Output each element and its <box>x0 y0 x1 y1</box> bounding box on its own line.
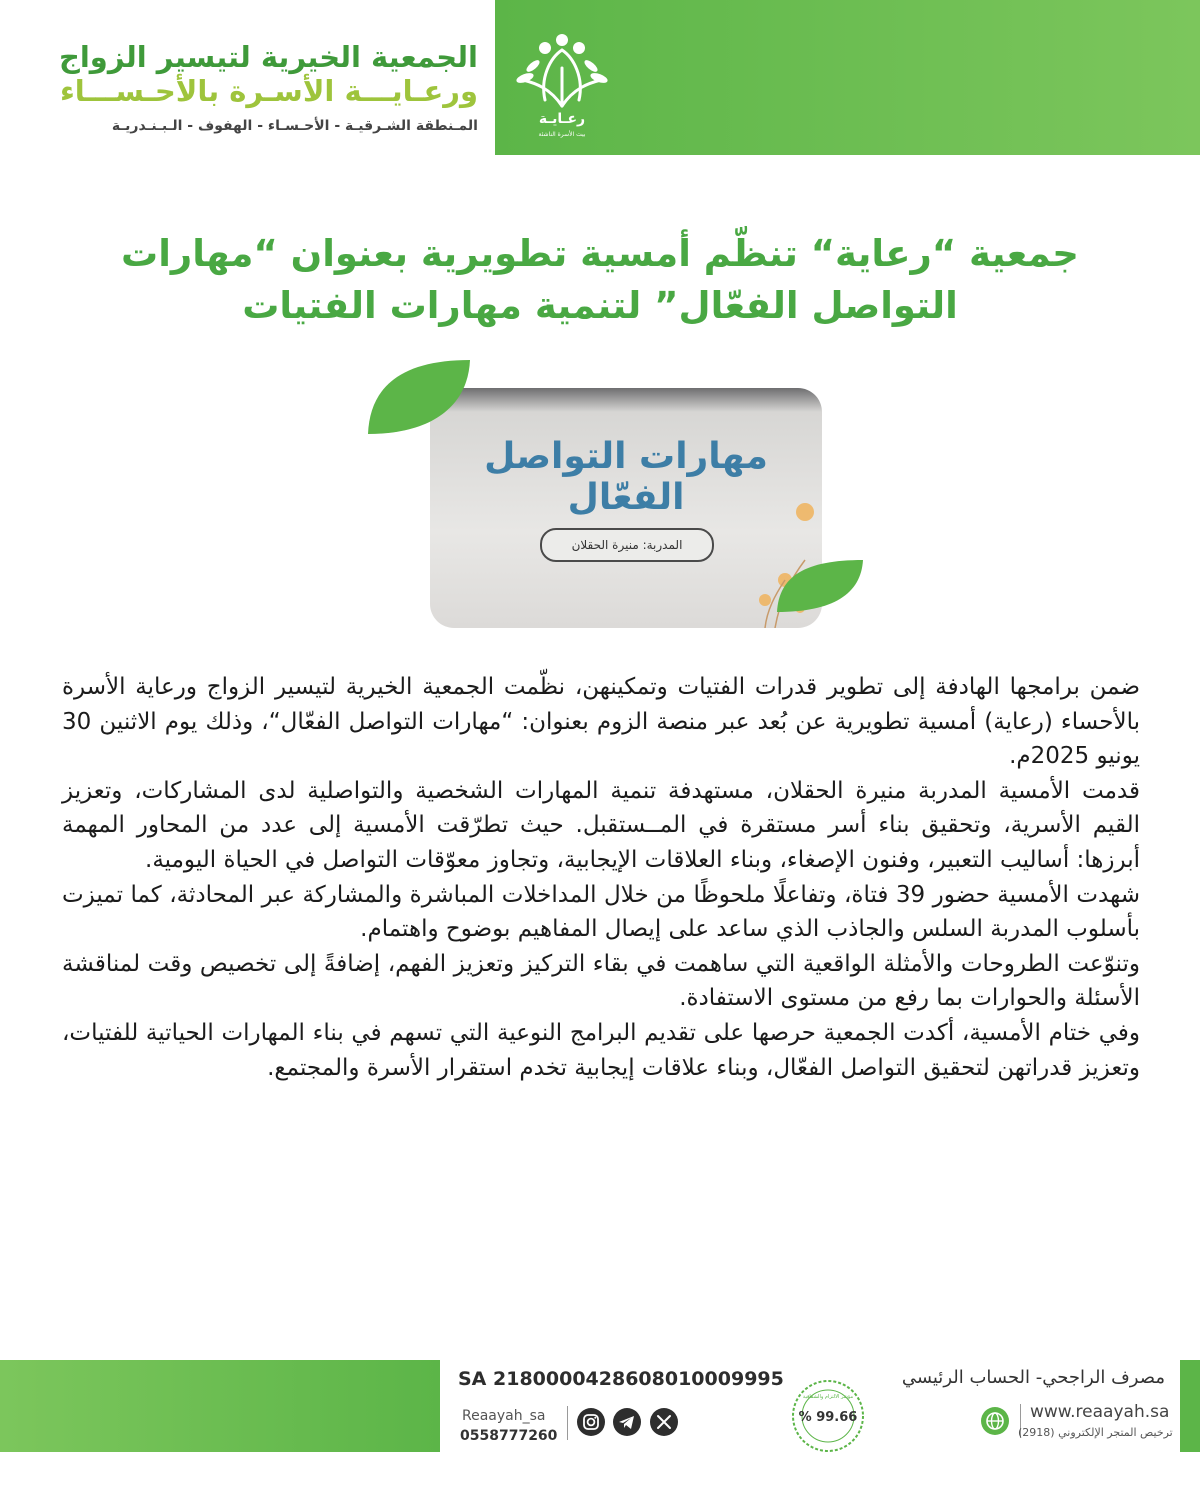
svg-text:مؤشر الالتزام والشفافية: مؤشر الالتزام والشفافية <box>802 1394 854 1400</box>
org-name-line2: ورعـايـــة الأسـرة بالأحـســـاء <box>59 74 478 109</box>
telegram-icon[interactable] <box>612 1407 642 1437</box>
article-body <box>62 670 1140 1085</box>
photo-slide-title: مهارات التواصل الفعّال <box>484 436 768 518</box>
paragraph: ضمن برامجها الهادفة إلى تطوير قدرات الفتيات وتمكينهن، نظّمت الجمعية الخيرية لتيسير الزواج ورعاية الأسرة بالأحساء (رعاية) أمسية تطويرية عن بُعد عبر منصة الزوم بعنوان: “مهارات التواصل الفعّال“، وذلك يوم الاثنين 30 يونيو 2025م. <box>62 674 1140 770</box>
website-link[interactable]: www.reaayah.sa <box>1030 1402 1170 1422</box>
svg-text:بيت الأسرة الناشئة: بيت الأسرة الناشئة <box>538 131 586 138</box>
bank-account-label: مصرف الراجحي- الحساب الرئيسي <box>901 1367 1165 1388</box>
paragraph: شهدت الأمسية حضور 39 فتاة، وتفاعلًا ملحوظًا من خلال المداخلات المباشرة والمشاركة عبر المحادثة، كما تميزت بأسلوب المدربة السلس والجاذب الذي ساعد على إيصال المفاهيم بوضوح واهتمام. <box>62 881 1140 943</box>
x-twitter-icon[interactable] <box>649 1407 679 1437</box>
transparency-rating-badge <box>790 1378 866 1454</box>
footer-bar-right <box>1180 1360 1200 1452</box>
leaf-decoration-icon <box>775 556 865 616</box>
instagram-icon[interactable] <box>576 1407 606 1437</box>
social-handle[interactable]: Reaayah_sa <box>462 1408 546 1424</box>
organization-logo <box>505 28 620 143</box>
svg-text:% 99.66: % 99.66 <box>798 1410 858 1425</box>
paragraph: قدمت الأمسية المدربة منيرة الحقلان، مستهدفة تنمية المهارات الشخصية والتواصلية لدى المشاركات، وتعزيز القيم الأسرية، وتحقيق بناء أسر مستقرة في المــستقبل. حيث تطرّقت الأمسية إلى عدد من المحاور المهمة أبرزها: أساليب التعبير، وفنون الإصغاء، وبناء العلاقات الإيجابية، وتجاوز معوّقات التواصل في الحياة اليومية. <box>62 777 1140 873</box>
globe-icon <box>980 1406 1010 1436</box>
divider <box>567 1406 568 1440</box>
svg-text:رعـايـة: رعـايـة <box>538 111 586 127</box>
page-title: جمعية “رعاية“ تنظّم أمسية تطويرية بعنوان “مهارات التواصل الفعّال” لتنمية مهارات الفتيات <box>121 232 1079 327</box>
paragraph: وفي ختام الأمسية، أكدت الجمعية حرصها على تقديم البرامج النوعية التي تسهم في بناء المهارات الحياتية للفتيات، وتعزيز قدراتهن لتحقيق التواصل الفعّال، وبناء علاقات إيجابية تخدم استقرار الأسرة والمجتمع. <box>62 1019 1140 1081</box>
iban-number: SA 2180000428608010009995 <box>458 1368 784 1390</box>
org-name-line1: الجمعية الخيرية لتيسير الزواج <box>58 40 478 74</box>
organization-name <box>59 40 478 135</box>
phone-number[interactable]: 0558777260 <box>460 1428 558 1444</box>
leaf-decoration-icon <box>362 356 474 438</box>
org-region: المـنطقة الشـرقيـة - الأحـسـاء - الهفوف - الـبـنـدريـة <box>111 118 478 135</box>
photo-trainer-label: المدربة: منيرة الحقلان <box>540 528 714 562</box>
footer-bar-left <box>0 1360 440 1452</box>
store-license: ترخيص المتجر الإلكتروني (2918) <box>1018 1426 1173 1439</box>
paragraph: وتنوّعت الطروحات والأمثلة الواقعية التي ساهمت في بقاء التركيز وتعزيز الفهم، إضافةً إلى تخصيص وقت لمناقشة الأسئلة والحوارات بما رفع من مستوى الاستفادة. <box>62 950 1140 1012</box>
